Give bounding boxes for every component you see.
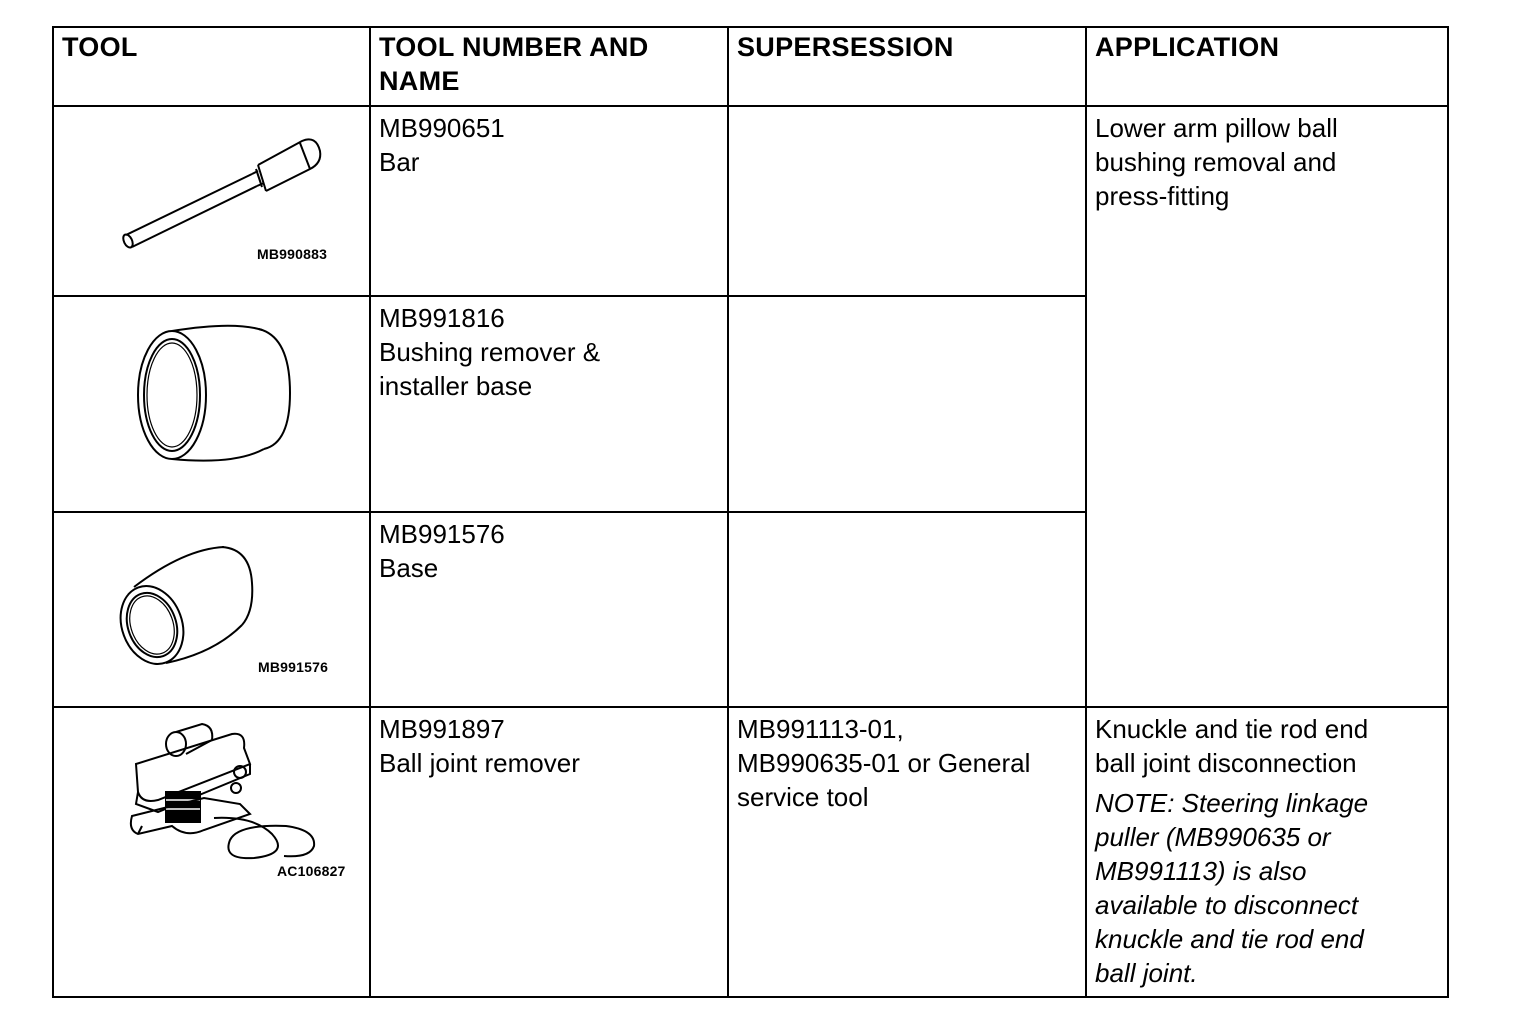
application-cell: [1086, 707, 1448, 997]
table-header-row: [53, 27, 1448, 106]
note-line: puller (MB990635 or: [1095, 822, 1331, 852]
supersession-cell: [728, 106, 1086, 296]
supersession-line: MB991113-01,: [737, 714, 904, 744]
tool-number-name-cell: [370, 707, 728, 997]
tool-figure-cell: [53, 707, 370, 997]
tool-number: MB991816: [379, 303, 505, 333]
table-row: [53, 707, 1448, 997]
tool-number: MB991576: [379, 519, 505, 549]
header-supersession: SUPERSESSION: [728, 27, 1086, 106]
tool-name: Ball joint remover: [379, 748, 580, 778]
base-cylinder-icon: [54, 513, 371, 708]
figure-label: MB991576: [258, 659, 329, 675]
tool-name-line: Bushing remover &: [379, 337, 601, 367]
header-tool: TOOL: [53, 27, 370, 106]
tool-name-line: installer base: [379, 371, 533, 401]
note-line: ball joint.: [1095, 958, 1198, 988]
application-line: Lower arm pillow ball: [1095, 113, 1338, 143]
tool-number-name-cell: [370, 512, 728, 707]
supersession-cell: [728, 296, 1086, 512]
supersession-line: service tool: [737, 782, 869, 812]
supersession-cell: [728, 707, 1086, 997]
figure-label: MB990883: [257, 246, 328, 262]
supersession-cell: [728, 512, 1086, 707]
tool-number: MB990651: [379, 113, 505, 143]
note-line: NOTE: Steering linkage: [1095, 788, 1369, 818]
tool-name: Base: [379, 553, 439, 583]
tool-name: Bar: [379, 147, 420, 177]
application-line: bushing removal and: [1095, 147, 1337, 177]
note-line: available to disconnect: [1095, 890, 1359, 920]
tool-number: MB991897: [379, 714, 505, 744]
tool-figure-cell: [53, 512, 370, 707]
note-line: knuckle and tie rod end: [1095, 924, 1364, 954]
table-row: [53, 106, 1448, 296]
tool-number-name-cell: [370, 106, 728, 296]
supersession-line: MB990635-01 or General: [737, 748, 1031, 778]
header-application: APPLICATION: [1086, 27, 1448, 106]
special-tools-table: [52, 26, 1449, 998]
application-note: [1095, 786, 1439, 990]
application-cell: [1086, 106, 1448, 707]
tool-figure-cell: [53, 106, 370, 296]
header-tool-number-and-name: TOOL NUMBER AND NAME: [370, 27, 728, 106]
application-line: ball joint disconnection: [1095, 748, 1357, 778]
application-line: Knuckle and tie rod end: [1095, 714, 1369, 744]
note-line: MB991113) is also: [1095, 856, 1307, 886]
application-line: press-fitting: [1095, 181, 1230, 211]
tool-number-name-cell: [370, 296, 728, 512]
figure-label: AC106827: [277, 863, 346, 879]
tool-figure-cell: [53, 296, 370, 512]
bushing-remover-base-icon: [54, 297, 371, 513]
ball-joint-remover-icon: [54, 708, 371, 998]
bar-tool-icon: [54, 107, 371, 297]
